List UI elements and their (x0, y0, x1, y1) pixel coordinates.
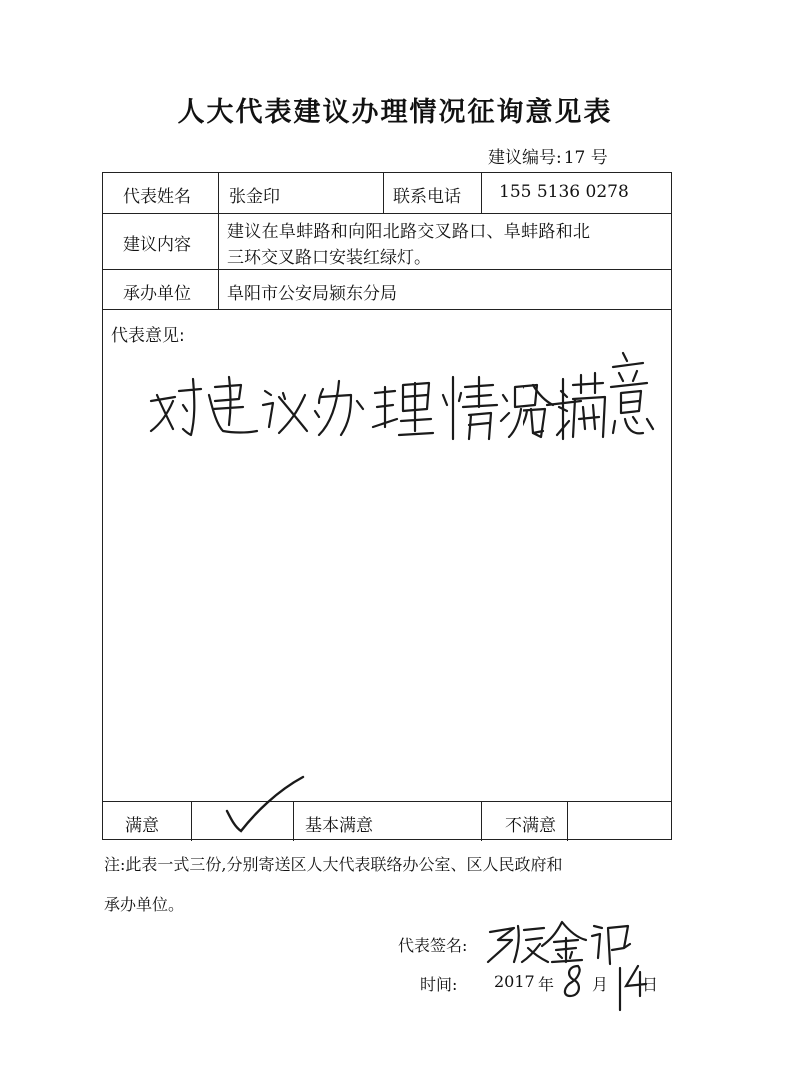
column-divider (567, 801, 568, 841)
unit-value: 阜阳市公安局颍东分局 (227, 284, 397, 304)
row-divider (103, 213, 671, 214)
handwritten-month (560, 962, 590, 1002)
column-divider (218, 173, 219, 309)
checkmark-icon (221, 773, 311, 833)
form-title: 人大代表建议办理情况征询意见表 (177, 97, 613, 128)
row-divider (103, 801, 671, 802)
phone-value: 155 5136 0278 (499, 182, 629, 202)
opinion-form-table (102, 172, 672, 840)
row-divider (103, 309, 671, 310)
content-label: 建议内容 (123, 235, 191, 255)
date-year-unit: 年 (538, 975, 555, 994)
column-divider (191, 801, 192, 841)
rep-name-label: 代表姓名 (123, 187, 191, 207)
date-year: 2017 (494, 972, 535, 991)
date-month-unit: 月 (592, 975, 609, 994)
opinion-label: 代表意见: (111, 326, 185, 346)
suggestion-number-value: 17 号 (563, 148, 608, 168)
signature-label: 代表签名: (398, 936, 468, 955)
suggestion-number (486, 143, 608, 168)
rep-name-value: 张金印 (229, 187, 280, 207)
unit-label: 承办单位 (123, 284, 191, 304)
column-divider (383, 173, 384, 213)
phone-label: 联系电话 (393, 187, 461, 207)
footnote-line-1: 注:此表一式三份,分别寄送区人大代表联络办公室、区人民政府和 (104, 855, 563, 874)
suggestion-number-label: 建议编号: (488, 148, 562, 168)
footnote-line-2: 承办单位。 (104, 895, 185, 914)
satisfied-label: 满意 (125, 816, 159, 836)
column-divider (481, 173, 482, 213)
date-day-unit: 日 (642, 975, 659, 994)
basic-satisfied-label: 基本满意 (305, 816, 373, 836)
date-label: 时间: (420, 975, 458, 994)
handwritten-signature (484, 918, 644, 968)
column-divider (481, 801, 482, 841)
handwritten-opinion-image-2 (523, 343, 673, 453)
content-line-2: 三环交叉路口安装红绿灯。 (227, 248, 431, 268)
row-divider (103, 269, 671, 270)
content-line-1: 建议在阜蚌路和向阳北路交叉路口、阜蚌路和北 (227, 222, 591, 242)
unsatisfied-label: 不满意 (505, 816, 556, 836)
